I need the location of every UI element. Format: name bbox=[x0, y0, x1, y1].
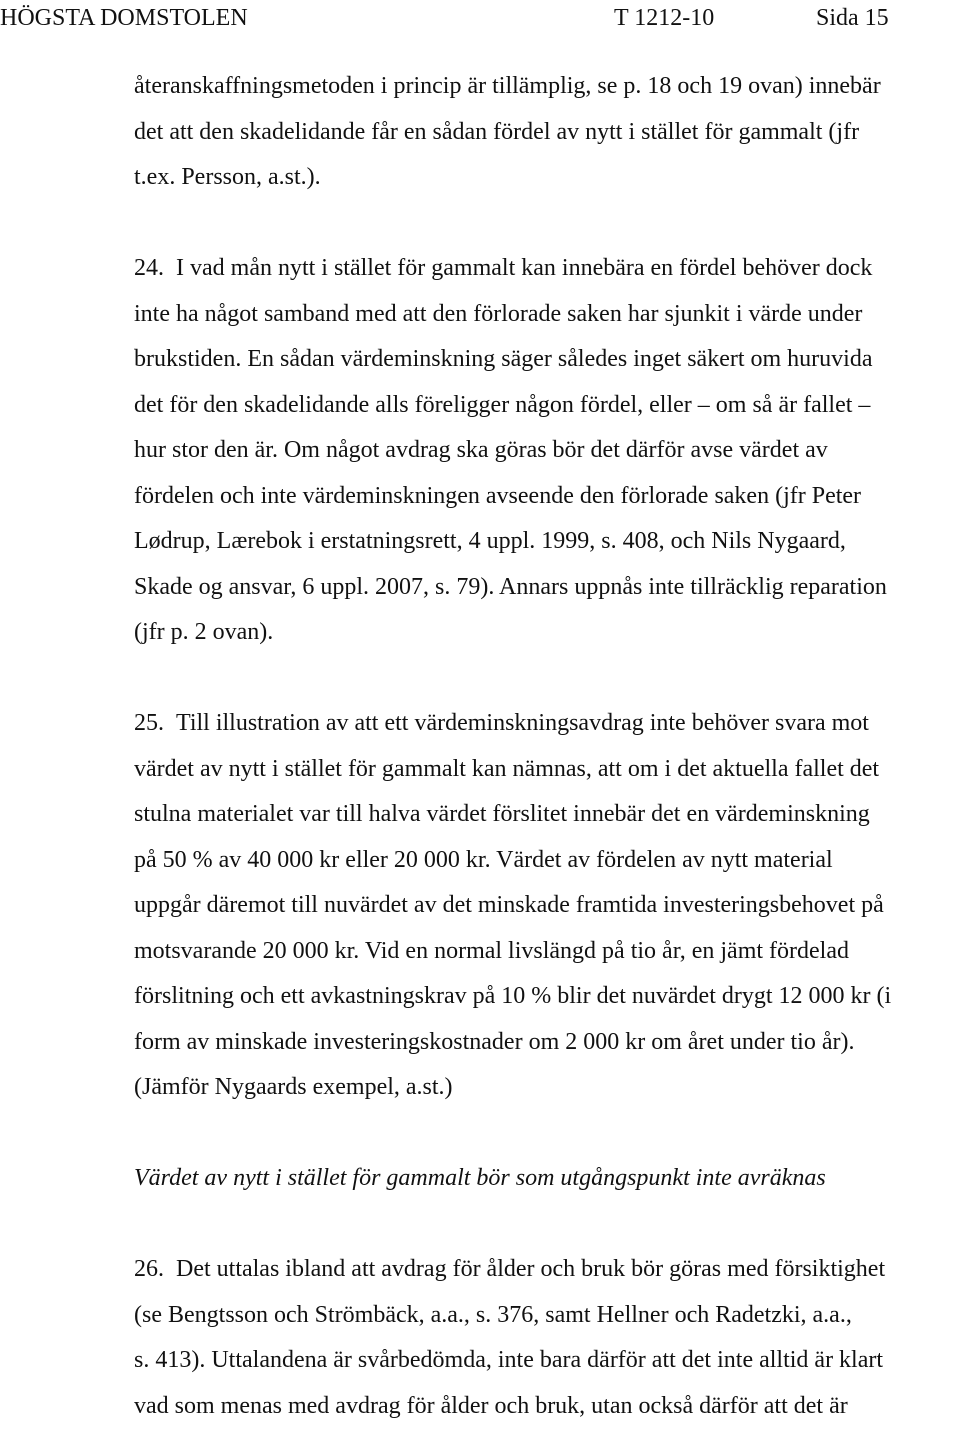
text-line bbox=[134, 701, 960, 747]
text-line: Skade og ansvar, 6 uppl. 2007, s. 79). Annars uppnås inte tillräcklig reparation bbox=[134, 573, 887, 600]
paragraph-25 bbox=[134, 701, 960, 1111]
paragraph-first-line: Det uttalas ibland att avdrag för ålder och bruk bör göras med försiktighet bbox=[176, 1256, 886, 1282]
text-line: brukstiden. En sådan värdeminskning säger således inget säkert om huruvida bbox=[134, 346, 873, 372]
court-name: HÖGSTA DOMSTOLEN bbox=[0, 5, 248, 31]
text-line: det att den skadelidande får en sådan fördel av nytt i stället för gammalt (jfr bbox=[134, 118, 860, 145]
text-line bbox=[134, 246, 960, 292]
text-line: form av minskade investeringskostnader om 2 000 kr om året under tio år). bbox=[134, 1028, 855, 1055]
text-line: förslitning och ett avkastningskrav på 10 % blir det nuvärdet drygt 12 000 kr (i bbox=[134, 983, 892, 1009]
text-line: värdet av nytt i stället för gammalt kan nämnas, att om i det aktuella fallet det bbox=[134, 755, 880, 782]
text-line: återanskaffningsmetoden i princip är tillämplig, se p. 18 och 19 ovan) innebär bbox=[134, 73, 881, 99]
text-line: det för den skadelidande alls föreligger någon fördel, eller – om så är fallet – bbox=[134, 391, 871, 418]
text-line bbox=[134, 1247, 960, 1293]
paragraph-spacer bbox=[134, 656, 960, 702]
document-body bbox=[134, 64, 960, 1429]
text-line: Lødrup, Lærebok i erstatningsrett, 4 uppl. 1999, s. 408, och Nils Nygaard, bbox=[134, 528, 846, 554]
paragraph-24 bbox=[134, 246, 960, 656]
text-line: stulna materialet var till halva värdet förslitet innebär det en värdeminskning bbox=[134, 801, 870, 827]
paragraph-spacer bbox=[134, 1111, 960, 1157]
text-line: inte ha något samband med att den förlorade saken har sjunkit i värde under bbox=[134, 300, 863, 327]
page-number: Sida 15 bbox=[816, 5, 889, 31]
paragraph-spacer bbox=[134, 201, 960, 247]
text-line: s. 413). Uttalandena är svårbedömda, inte bara därför att det inte alltid är klart bbox=[134, 1347, 884, 1373]
continuation-paragraph bbox=[134, 64, 960, 201]
text-line: fördelen och inte värdeminskningen avseende den förlorade saken (jfr Peter bbox=[134, 482, 862, 509]
paragraph-first-line: I vad mån nytt i stället för gammalt kan innebära en fördel behöver dock bbox=[176, 255, 873, 281]
text-line: på 50 % av 40 000 kr eller 20 000 kr. Värdet av fördelen av nytt material bbox=[134, 846, 833, 873]
paragraph-spacer bbox=[134, 1202, 960, 1248]
text-line: t.ex. Persson, a.st.). bbox=[134, 164, 321, 190]
case-number: T 1212-10 bbox=[614, 5, 715, 31]
paragraph-number: 26. bbox=[134, 1256, 164, 1282]
text-line: (jfr p. 2 ovan). bbox=[134, 619, 274, 645]
page-header bbox=[0, 0, 960, 36]
text-line: vad som menas med avdrag för ålder och bruk, utan också därför att det är bbox=[134, 1392, 848, 1419]
paragraph-number: 24. bbox=[134, 255, 164, 281]
paragraph-number: 25. bbox=[134, 710, 164, 736]
text-line: hur stor den är. Om något avdrag ska göras bör det därför avse värdet av bbox=[134, 437, 828, 463]
paragraph-26 bbox=[134, 1247, 960, 1429]
section-heading: Värdet av nytt i stället för gammalt bör som utgångspunkt inte avräknas bbox=[134, 1165, 826, 1191]
text-line: (se Bengtsson och Strömbäck, a.a., s. 376, samt Hellner och Radetzki, a.a., bbox=[134, 1301, 852, 1328]
text-line: uppgår däremot till nuvärdet av det minskade framtida investeringsbehovet på bbox=[134, 892, 884, 918]
paragraph-first-line: Till illustration av att ett värdeminskningsavdrag inte behöver svara mot bbox=[176, 710, 869, 736]
text-line: (Jämför Nygaards exempel, a.st.) bbox=[134, 1074, 453, 1100]
text-line: motsvarande 20 000 kr. Vid en normal livslängd på tio år, en jämt fördelad bbox=[134, 937, 849, 964]
